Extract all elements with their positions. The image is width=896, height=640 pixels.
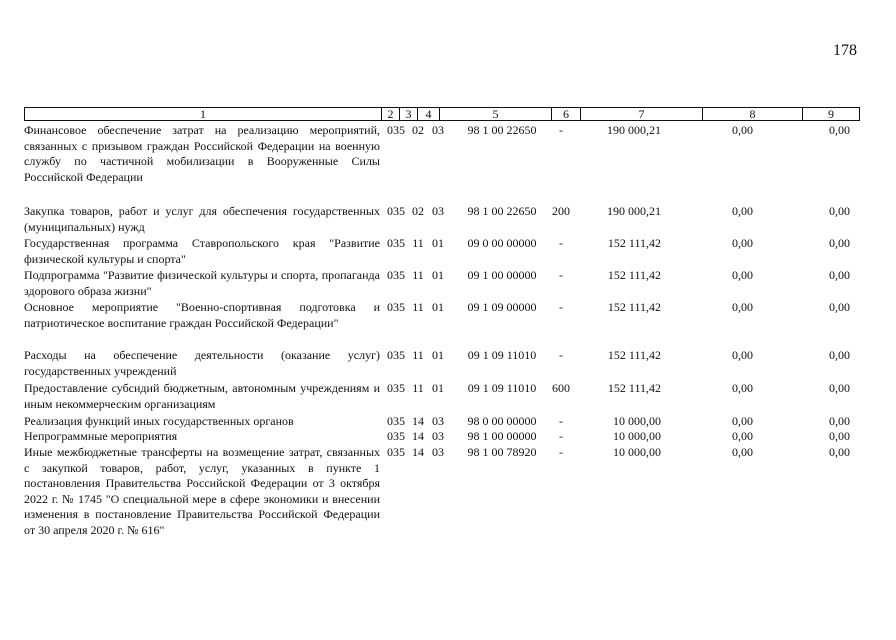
row-name: Государственная программа Ставропольского края "Развитие физической культуры и спорта"	[24, 236, 380, 266]
row-amount-2: 0,00	[732, 300, 753, 314]
header-col-6: 6	[552, 108, 581, 120]
row-subsection: 01	[432, 268, 444, 282]
row-amount-1: 10 000,00	[613, 414, 661, 428]
header-col-4: 4	[418, 108, 440, 120]
row-amount-1: 152 111,42	[607, 236, 661, 250]
row-subsection: 03	[432, 123, 444, 137]
row-section: 02	[412, 123, 424, 137]
row-name: Иные межбюджетные трансферты на возмещение затрат, связанных с закупкой товаров, работ, услуг, указанных в пункте 1 постановления Правительства Российской Федерации от 3 октября 2022 г. № 1745 "О специальной мере в сфере экономики и внесении изменения в постановление Правительства Российской Федерации от 30 апреля 2020 г. № 616"	[24, 445, 380, 537]
row-amount-2: 0,00	[732, 123, 753, 137]
header-col-2: 2	[382, 108, 400, 120]
row-target-article: 09 1 00 00000	[467, 268, 537, 282]
row-expense-type: 200	[552, 204, 570, 218]
row-amount-1: 152 111,42	[607, 381, 661, 395]
row-name: Финансовое обеспечение затрат на реализацию мероприятий, связанных с призывом граждан Российской Федерации на военную службу по частичной мобилизации в Вооруженные Силы Российской Федерации	[24, 123, 380, 184]
row-expense-type: -	[559, 429, 563, 443]
row-expense-type: -	[559, 236, 563, 250]
row-admin-code: 035	[387, 429, 405, 443]
row-amount-3: 0,00	[829, 268, 850, 282]
header-col-7: 7	[581, 108, 703, 120]
row-section: 14	[412, 414, 424, 428]
row-expense-type: -	[559, 445, 563, 459]
row-amount-2: 0,00	[732, 268, 753, 282]
row-target-article: 98 1 00 22650	[467, 123, 537, 137]
row-target-article: 09 0 00 00000	[467, 236, 537, 250]
header-col-3: 3	[400, 108, 418, 120]
row-section: 14	[412, 429, 424, 443]
row-amount-2: 0,00	[732, 348, 753, 362]
row-subsection: 03	[432, 429, 444, 443]
row-name: Закупка товаров, работ и услуг для обеспечения государственных (муниципальных) нужд	[24, 204, 380, 234]
row-section: 11	[412, 268, 424, 282]
row-amount-2: 0,00	[732, 204, 753, 218]
row-amount-3: 0,00	[829, 414, 850, 428]
header-col-9: 9	[828, 107, 834, 121]
table-header	[24, 107, 860, 121]
row-expense-type: -	[559, 414, 563, 428]
row-amount-3: 0,00	[829, 381, 850, 395]
row-subsection: 03	[432, 445, 444, 459]
row-name: Непрограммные мероприятия	[24, 429, 178, 443]
row-expense-type: -	[559, 123, 563, 137]
row-expense-type: 600	[552, 381, 570, 395]
row-name: Основное мероприятие "Военно-спортивная подготовка и патриотическое воспитание граждан Российской Федерации"	[24, 300, 380, 330]
row-admin-code: 035	[387, 268, 405, 282]
row-admin-code: 035	[387, 445, 405, 459]
row-admin-code: 035	[387, 123, 405, 137]
row-target-article: 98 1 00 22650	[467, 204, 537, 218]
row-target-article: 98 1 00 00000	[467, 429, 537, 443]
row-amount-2: 0,00	[732, 414, 753, 428]
row-name: Предоставление субсидий бюджетным, автономным учреждениям и иным некоммерческим организациям	[24, 381, 380, 411]
row-admin-code: 035	[387, 300, 405, 314]
row-subsection: 01	[432, 300, 444, 314]
row-admin-code: 035	[387, 414, 405, 428]
row-amount-2: 0,00	[732, 429, 753, 443]
row-amount-3: 0,00	[829, 429, 850, 443]
row-amount-1: 190 000,21	[607, 204, 661, 218]
row-name: Подпрограмма "Развитие физической культуры и спорта, пропаганда здорового образа жизни"	[24, 268, 380, 298]
row-section: 02	[412, 204, 424, 218]
row-target-article: 98 1 00 78920	[467, 445, 537, 459]
row-amount-3: 0,00	[829, 204, 850, 218]
row-amount-3: 0,00	[829, 445, 850, 459]
row-amount-3: 0,00	[829, 348, 850, 362]
row-expense-type: -	[559, 300, 563, 314]
row-admin-code: 035	[387, 381, 405, 395]
row-amount-2: 0,00	[732, 236, 753, 250]
row-subsection: 03	[432, 414, 444, 428]
row-amount-2: 0,00	[732, 445, 753, 459]
row-expense-type: -	[559, 348, 563, 362]
row-name: Реализация функций иных государственных органов	[24, 414, 294, 428]
row-amount-1: 10 000,00	[613, 429, 661, 443]
row-section: 11	[412, 236, 424, 250]
header-col-5: 5	[440, 108, 552, 120]
row-amount-1: 152 111,42	[607, 300, 661, 314]
row-target-article: 09 1 09 11010	[467, 348, 537, 362]
row-section: 11	[412, 300, 424, 314]
header-col-8: 8	[703, 108, 803, 120]
row-subsection: 01	[432, 381, 444, 395]
row-amount-3: 0,00	[829, 236, 850, 250]
row-subsection: 03	[432, 204, 444, 218]
header-col-1: 1	[25, 108, 382, 120]
row-section: 11	[412, 381, 424, 395]
row-expense-type: -	[559, 268, 563, 282]
row-amount-2: 0,00	[732, 381, 753, 395]
row-admin-code: 035	[387, 204, 405, 218]
row-amount-1: 152 111,42	[607, 348, 661, 362]
row-target-article: 09 1 09 00000	[467, 300, 537, 314]
row-amount-1: 190 000,21	[607, 123, 661, 137]
row-section: 11	[412, 348, 424, 362]
page-number: 178	[833, 42, 857, 59]
row-target-article: 09 1 09 11010	[467, 381, 537, 395]
row-admin-code: 035	[387, 236, 405, 250]
row-amount-1: 10 000,00	[613, 445, 661, 459]
row-amount-3: 0,00	[829, 300, 850, 314]
row-section: 14	[412, 445, 424, 459]
row-name: Расходы на обеспечение деятельности (оказание услуг) государственных учреждений	[24, 348, 380, 378]
row-amount-3: 0,00	[829, 123, 850, 137]
row-subsection: 01	[432, 236, 444, 250]
row-amount-1: 152 111,42	[607, 268, 661, 282]
row-target-article: 98 0 00 00000	[467, 414, 537, 428]
row-admin-code: 035	[387, 348, 405, 362]
row-subsection: 01	[432, 348, 444, 362]
